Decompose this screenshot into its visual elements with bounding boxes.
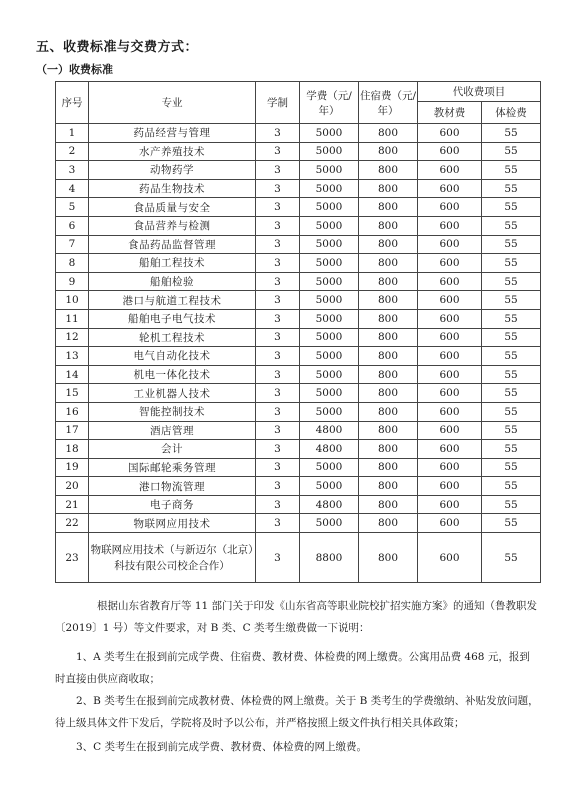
cell-textbook: 600 bbox=[418, 309, 482, 328]
table-row bbox=[56, 533, 541, 583]
cell-major: 船舶检验 bbox=[89, 272, 256, 291]
cell-no: 1 bbox=[56, 124, 89, 143]
table-row bbox=[56, 216, 541, 235]
cell-major: 电气自动化技术 bbox=[89, 347, 256, 366]
table-row bbox=[56, 179, 541, 198]
cell-major: 机电一体化技术 bbox=[89, 365, 256, 384]
cell-duration: 3 bbox=[256, 309, 300, 328]
cell-duration: 3 bbox=[256, 161, 300, 180]
cell-textbook: 600 bbox=[418, 235, 482, 254]
header-accommodation: 住宿费（元/年） bbox=[359, 82, 418, 124]
cell-textbook: 600 bbox=[418, 254, 482, 273]
cell-accommodation: 800 bbox=[359, 161, 418, 180]
section-heading: 五、收费标准与交费方式： bbox=[36, 40, 199, 55]
cell-no: 11 bbox=[56, 309, 89, 328]
table-row bbox=[56, 328, 541, 347]
cell-duration: 3 bbox=[256, 495, 300, 514]
cell-textbook: 600 bbox=[418, 179, 482, 198]
cell-no: 15 bbox=[56, 384, 89, 403]
cell-major: 药品生物技术 bbox=[89, 179, 256, 198]
table-row bbox=[56, 254, 541, 273]
cell-no: 6 bbox=[56, 216, 89, 235]
cell-duration: 3 bbox=[256, 365, 300, 384]
cell-major: 食品药品监督管理 bbox=[89, 235, 256, 254]
cell-textbook: 600 bbox=[418, 477, 482, 496]
table-row bbox=[56, 272, 541, 291]
cell-no: 17 bbox=[56, 421, 89, 440]
cell-accommodation: 800 bbox=[359, 477, 418, 496]
paragraph-intro: 根据山东省教育厅等 11 部门关于印发《山东省高等职业院校扩招实施方案》的通知（鲁教职发〔2019〕1 号）等文件要求，对 B 类、C 类考生缴费做一下说明： bbox=[55, 600, 538, 634]
cell-accommodation: 800 bbox=[359, 198, 418, 217]
cell-no: 4 bbox=[56, 179, 89, 198]
header-no: 序号 bbox=[56, 82, 89, 124]
cell-physical: 55 bbox=[482, 328, 541, 347]
cell-accommodation: 800 bbox=[359, 514, 418, 533]
cell-duration: 3 bbox=[256, 198, 300, 217]
cell-major: 酒店管理 bbox=[89, 421, 256, 440]
cell-accommodation: 800 bbox=[359, 179, 418, 198]
cell-no: 7 bbox=[56, 235, 89, 254]
cell-duration: 3 bbox=[256, 533, 300, 583]
table-row bbox=[56, 309, 541, 328]
header-tuition: 学费（元/年） bbox=[300, 82, 359, 124]
cell-major: 工业机器人技术 bbox=[89, 384, 256, 403]
cell-duration: 3 bbox=[256, 124, 300, 143]
cell-textbook: 600 bbox=[418, 347, 482, 366]
cell-major: 智能控制技术 bbox=[89, 402, 256, 421]
cell-major: 水产养殖技术 bbox=[89, 142, 256, 161]
cell-tuition: 5000 bbox=[300, 458, 359, 477]
cell-tuition: 5000 bbox=[300, 124, 359, 143]
cell-tuition: 5000 bbox=[300, 272, 359, 291]
cell-accommodation: 800 bbox=[359, 533, 418, 583]
sub-heading: （一）收费标准 bbox=[36, 63, 113, 76]
cell-tuition: 5000 bbox=[300, 161, 359, 180]
cell-accommodation: 800 bbox=[359, 402, 418, 421]
cell-tuition: 5000 bbox=[300, 235, 359, 254]
cell-duration: 3 bbox=[256, 402, 300, 421]
cell-no: 19 bbox=[56, 458, 89, 477]
cell-no: 8 bbox=[56, 254, 89, 273]
cell-duration: 3 bbox=[256, 328, 300, 347]
cell-physical: 55 bbox=[482, 347, 541, 366]
cell-textbook: 600 bbox=[418, 384, 482, 403]
cell-textbook: 600 bbox=[418, 458, 482, 477]
cell-major: 船舶工程技术 bbox=[89, 254, 256, 273]
cell-tuition: 5000 bbox=[300, 198, 359, 217]
table-row bbox=[56, 124, 541, 143]
paragraph-class-b: 2、B 类考生在报到前完成教材费、体检费的网上缴费。关于 B 类考生的学费缴纳、补贴发放问题，待上级具体文件下发后，学院将及时予以公布，并严格按照上级文件执行相关具体政策； bbox=[55, 695, 539, 729]
cell-physical: 55 bbox=[482, 291, 541, 310]
cell-textbook: 600 bbox=[418, 495, 482, 514]
cell-tuition: 4800 bbox=[300, 421, 359, 440]
cell-no: 14 bbox=[56, 365, 89, 384]
cell-no: 22 bbox=[56, 514, 89, 533]
cell-no: 3 bbox=[56, 161, 89, 180]
cell-no: 20 bbox=[56, 477, 89, 496]
cell-physical: 55 bbox=[482, 309, 541, 328]
cell-tuition: 5000 bbox=[300, 254, 359, 273]
cell-duration: 3 bbox=[256, 440, 300, 459]
cell-physical: 55 bbox=[482, 254, 541, 273]
cell-major: 港口物流管理 bbox=[89, 477, 256, 496]
cell-accommodation: 800 bbox=[359, 347, 418, 366]
table-row bbox=[56, 477, 541, 496]
cell-no: 23 bbox=[56, 533, 89, 583]
cell-textbook: 600 bbox=[418, 124, 482, 143]
table-row bbox=[56, 440, 541, 459]
paragraph-class-a: 1、A 类考生在报到前完成学费、住宿费、教材费、体检费的网上缴费。公寓用品费 468 元，报到时直接由供应商收取； bbox=[55, 651, 530, 685]
cell-accommodation: 800 bbox=[359, 458, 418, 477]
cell-no: 5 bbox=[56, 198, 89, 217]
cell-tuition: 5000 bbox=[300, 347, 359, 366]
cell-physical: 55 bbox=[482, 514, 541, 533]
cell-duration: 3 bbox=[256, 421, 300, 440]
cell-tuition: 5000 bbox=[300, 365, 359, 384]
cell-accommodation: 800 bbox=[359, 421, 418, 440]
cell-textbook: 600 bbox=[418, 533, 482, 583]
cell-textbook: 600 bbox=[418, 216, 482, 235]
cell-major: 电子商务 bbox=[89, 495, 256, 514]
cell-major: 物联网应用技术（与新迈尔（北京）科技有限公司校企合作） bbox=[89, 533, 256, 583]
table-row bbox=[56, 347, 541, 366]
cell-major: 食品质量与安全 bbox=[89, 198, 256, 217]
cell-major: 国际邮轮乘务管理 bbox=[89, 458, 256, 477]
cell-duration: 3 bbox=[256, 179, 300, 198]
table-row bbox=[56, 495, 541, 514]
cell-duration: 3 bbox=[256, 477, 300, 496]
cell-duration: 3 bbox=[256, 254, 300, 273]
cell-no: 18 bbox=[56, 440, 89, 459]
cell-accommodation: 800 bbox=[359, 495, 418, 514]
cell-no: 16 bbox=[56, 402, 89, 421]
cell-accommodation: 800 bbox=[359, 365, 418, 384]
cell-physical: 55 bbox=[482, 161, 541, 180]
cell-physical: 55 bbox=[482, 384, 541, 403]
cell-no: 12 bbox=[56, 328, 89, 347]
cell-duration: 3 bbox=[256, 384, 300, 403]
cell-physical: 55 bbox=[482, 235, 541, 254]
header-physical: 体检费 bbox=[482, 102, 541, 124]
cell-physical: 55 bbox=[482, 124, 541, 143]
cell-tuition: 5000 bbox=[300, 309, 359, 328]
table-row bbox=[56, 291, 541, 310]
cell-textbook: 600 bbox=[418, 328, 482, 347]
cell-no: 9 bbox=[56, 272, 89, 291]
cell-physical: 55 bbox=[482, 440, 541, 459]
cell-major: 港口与航道工程技术 bbox=[89, 291, 256, 310]
cell-major: 药品经营与管理 bbox=[89, 124, 256, 143]
cell-textbook: 600 bbox=[418, 402, 482, 421]
cell-accommodation: 800 bbox=[359, 142, 418, 161]
cell-duration: 3 bbox=[256, 142, 300, 161]
cell-tuition: 5000 bbox=[300, 384, 359, 403]
table-row bbox=[56, 235, 541, 254]
cell-textbook: 600 bbox=[418, 198, 482, 217]
table-row bbox=[56, 142, 541, 161]
cell-physical: 55 bbox=[482, 458, 541, 477]
cell-accommodation: 800 bbox=[359, 328, 418, 347]
cell-textbook: 600 bbox=[418, 142, 482, 161]
cell-physical: 55 bbox=[482, 198, 541, 217]
cell-major: 物联网应用技术 bbox=[89, 514, 256, 533]
cell-physical: 55 bbox=[482, 179, 541, 198]
table-row bbox=[56, 514, 541, 533]
cell-accommodation: 800 bbox=[359, 254, 418, 273]
cell-accommodation: 800 bbox=[359, 124, 418, 143]
cell-physical: 55 bbox=[482, 477, 541, 496]
cell-no: 13 bbox=[56, 347, 89, 366]
cell-duration: 3 bbox=[256, 458, 300, 477]
cell-tuition: 4800 bbox=[300, 440, 359, 459]
cell-duration: 3 bbox=[256, 272, 300, 291]
table-row bbox=[56, 458, 541, 477]
table-row bbox=[56, 384, 541, 403]
header-textbook: 教材费 bbox=[418, 102, 482, 124]
table-row bbox=[56, 161, 541, 180]
cell-accommodation: 800 bbox=[359, 235, 418, 254]
cell-physical: 55 bbox=[482, 495, 541, 514]
cell-accommodation: 800 bbox=[359, 272, 418, 291]
cell-physical: 55 bbox=[482, 142, 541, 161]
cell-textbook: 600 bbox=[418, 514, 482, 533]
cell-physical: 55 bbox=[482, 216, 541, 235]
cell-duration: 3 bbox=[256, 291, 300, 310]
paragraph-class-c: 3、C 类考生在报到前完成学费、教材费、体检费的网上缴费。 bbox=[76, 741, 368, 753]
cell-major: 船舶电子电气技术 bbox=[89, 309, 256, 328]
cell-no: 10 bbox=[56, 291, 89, 310]
cell-no: 2 bbox=[56, 142, 89, 161]
cell-textbook: 600 bbox=[418, 272, 482, 291]
cell-major: 会计 bbox=[89, 440, 256, 459]
cell-tuition: 5000 bbox=[300, 402, 359, 421]
cell-physical: 55 bbox=[482, 365, 541, 384]
cell-duration: 3 bbox=[256, 347, 300, 366]
table-row bbox=[56, 402, 541, 421]
cell-textbook: 600 bbox=[418, 440, 482, 459]
cell-physical: 55 bbox=[482, 402, 541, 421]
cell-no: 21 bbox=[56, 495, 89, 514]
cell-physical: 55 bbox=[482, 272, 541, 291]
cell-accommodation: 800 bbox=[359, 216, 418, 235]
cell-tuition: 8800 bbox=[300, 533, 359, 583]
cell-textbook: 600 bbox=[418, 365, 482, 384]
cell-major: 轮机工程技术 bbox=[89, 328, 256, 347]
cell-textbook: 600 bbox=[418, 161, 482, 180]
cell-tuition: 5000 bbox=[300, 179, 359, 198]
fee-table bbox=[55, 81, 541, 583]
cell-tuition: 5000 bbox=[300, 142, 359, 161]
table-row bbox=[56, 365, 541, 384]
cell-accommodation: 800 bbox=[359, 291, 418, 310]
cell-accommodation: 800 bbox=[359, 440, 418, 459]
cell-physical: 55 bbox=[482, 533, 541, 583]
table-row bbox=[56, 198, 541, 217]
cell-tuition: 4800 bbox=[300, 495, 359, 514]
cell-physical: 55 bbox=[482, 421, 541, 440]
cell-tuition: 5000 bbox=[300, 477, 359, 496]
cell-tuition: 5000 bbox=[300, 328, 359, 347]
cell-tuition: 5000 bbox=[300, 216, 359, 235]
cell-textbook: 600 bbox=[418, 291, 482, 310]
cell-major: 动物药学 bbox=[89, 161, 256, 180]
table-row bbox=[56, 421, 541, 440]
header-duration: 学制 bbox=[256, 82, 300, 124]
cell-tuition: 5000 bbox=[300, 291, 359, 310]
cell-textbook: 600 bbox=[418, 421, 482, 440]
cell-major: 食品营养与检测 bbox=[89, 216, 256, 235]
cell-duration: 3 bbox=[256, 514, 300, 533]
cell-accommodation: 800 bbox=[359, 384, 418, 403]
cell-duration: 3 bbox=[256, 235, 300, 254]
cell-accommodation: 800 bbox=[359, 309, 418, 328]
cell-duration: 3 bbox=[256, 216, 300, 235]
header-collected-items: 代收费项目 bbox=[418, 82, 541, 102]
header-major: 专业 bbox=[89, 82, 256, 124]
cell-tuition: 5000 bbox=[300, 514, 359, 533]
